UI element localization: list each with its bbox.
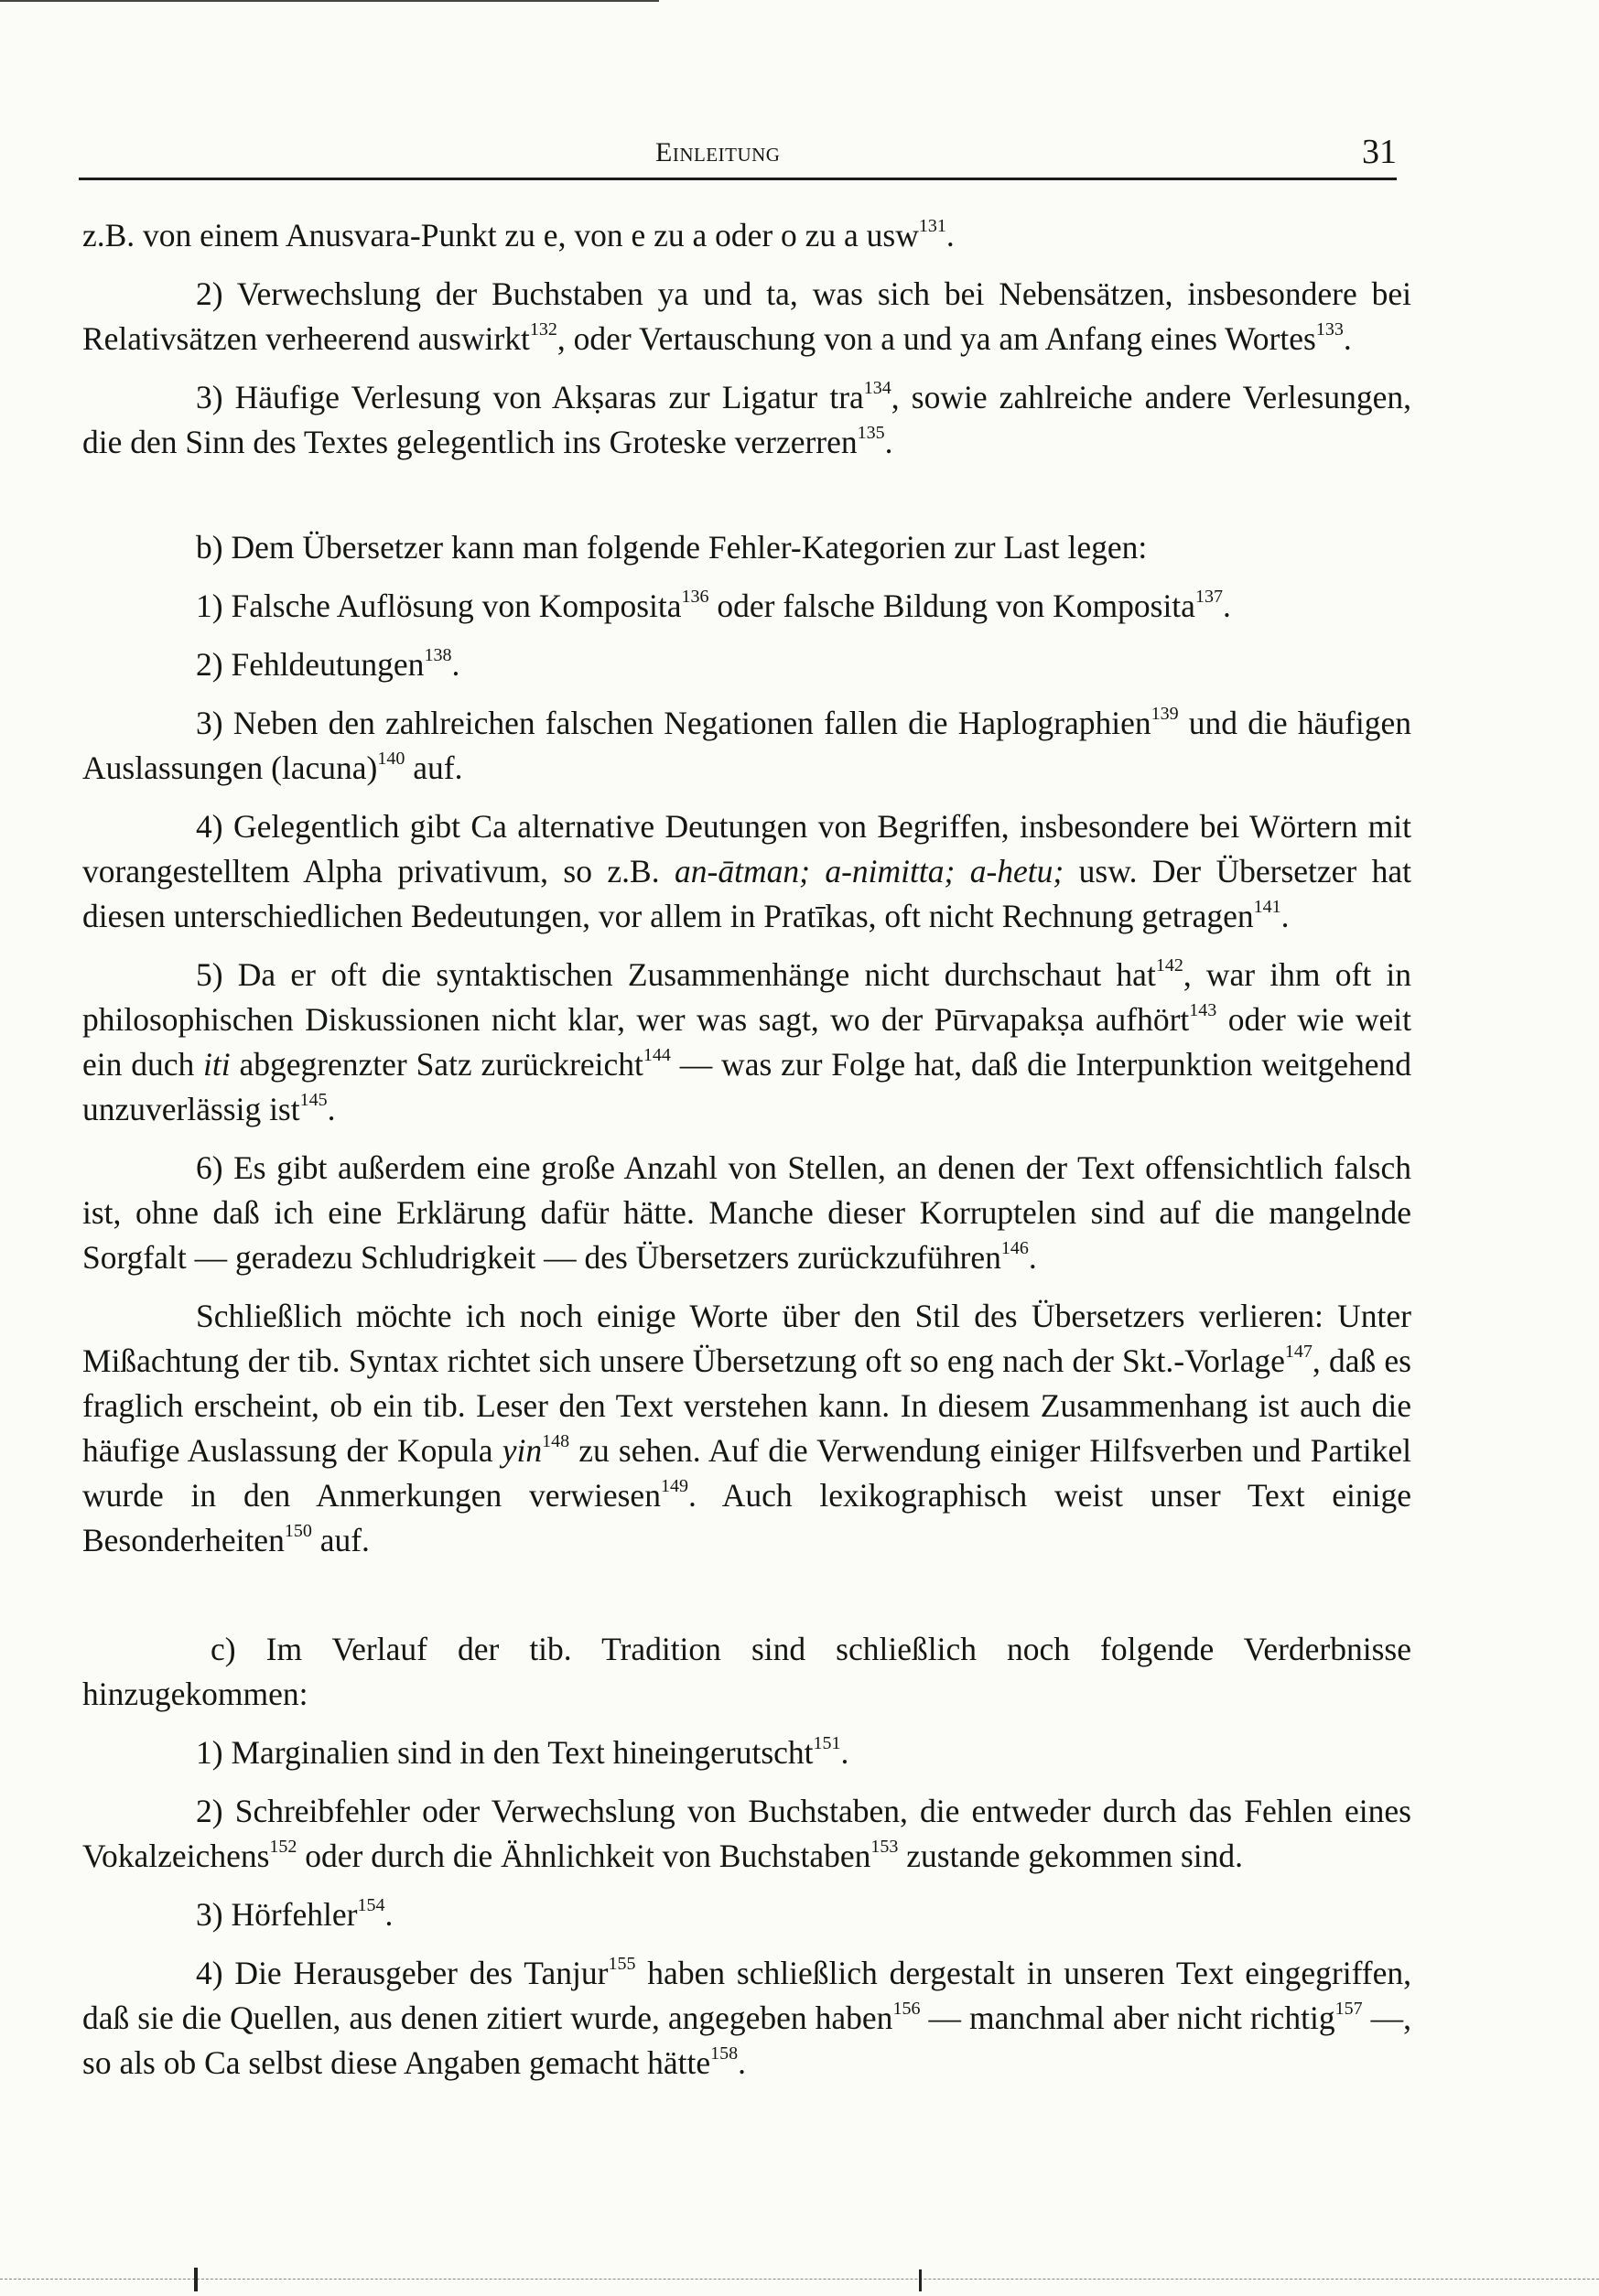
footnote-ref: 154: [357, 1895, 385, 1915]
paragraph: 3) Neben den zahlreichen falschen Negationen fallen die Haplographien$^{139}$ und die häufigen Auslassungen (lacuna)$^{140}$ auf.: [82, 704, 1411, 786]
footnote-ref: 140: [377, 749, 405, 769]
footnote-ref: 158: [710, 2043, 739, 2064]
footnote-ref: 146: [1000, 1238, 1029, 1258]
footnote-ref: 151: [813, 1733, 841, 1753]
paragraph: 1) Falsche Auflösung von Komposita$^{136}$ oder falsche Bildung von Komposita$^{137}$.: [196, 587, 1231, 624]
paragraph: 6) Es gibt außerdem eine große Anzahl von Stellen, an denen der Text offensichtlich falsch ist, ohne daß ich eine Erklärung dafür hätte. Manche dieser Korruptelen sind auf die mangelnde Sorgfalt — geradezu Schludrigkeit — des Übersetzers zurückzuführen$^{146}$.: [82, 1149, 1411, 1276]
page-body: [82, 213, 1411, 2099]
footnote-ref: 136: [681, 587, 709, 607]
running-head: Einleitung: [655, 137, 781, 167]
footnote-ref: 131: [918, 216, 946, 236]
footnote-ref: 141: [1253, 897, 1281, 917]
header-rule: [79, 178, 1397, 180]
footnote-ref: 149: [660, 1476, 688, 1496]
paragraph: 1) Marginalien sind in den Text hineingerutscht$^{151}$.: [196, 1733, 849, 1771]
section-heading-b: b) Dem Übersetzer kann man folgende Fehler-Kategorien zur Last legen:: [196, 529, 1148, 566]
footnote-ref: 153: [870, 1837, 899, 1857]
footnote-ref: 143: [1189, 1000, 1217, 1020]
footnote-ref: 157: [1334, 1999, 1363, 2019]
paragraph: 2) Schreibfehler oder Verwechslung von Buchstaben, die entweder durch das Fehlen eines Vokalzeichens$^{152}$ oder durch die Ähnlichkeit von Buchstaben$^{153}$ zustande gekommen sind.: [82, 1793, 1411, 1874]
footnote-ref: 139: [1151, 704, 1179, 724]
footnote-ref: 133: [1315, 319, 1344, 340]
crop-mark: [919, 2269, 922, 2291]
paragraph: 2) Verwechslung der Buchstaben ya und ta, was sich bei Nebensätzen, insbesondere bei Relativsätzen verheerend auswirkt$^{132}$, oder Vertauschung von a und ya am Anfang eines Wortes$^{133}$.: [82, 275, 1411, 357]
paragraph: Schließlich möchte ich noch einige Worte über den Stil des Übersetzers verlieren: Unter Mißachtung der tib. Syntax richtet sich unsere Übersetzung oft so eng nach der Skt.-Vorlage$^{147}$, daß es fraglich erscheint, ob ein tib. Leser den Text verstehen kann. In diesem Zusammenhang ist auch die häufige Auslassung der Kopula yin$^{148}$ zu sehen. Auf die Verwendung einiger Hilfsverben und Partikel wurde in den Anmerkungen verwiesen$^{149}$. Auch lexikographisch weist unser Text einige Besonderheiten$^{150}$ auf.: [82, 1298, 1411, 1558]
footnote-ref: 132: [529, 319, 557, 340]
footnote-ref: 155: [608, 1954, 636, 1974]
footnote-ref: 138: [424, 645, 452, 665]
paragraph: 2) Fehldeutungen$^{138}$.: [196, 645, 460, 683]
paragraph: 4) Die Herausgeber des Tanjur$^{155}$ haben schließlich dergestalt in unseren Text eingegriffen, daß sie die Quellen, aus denen zitiert wurde, angegeben haben$^{156}$ — manchmal aber nicht richtig$^{157}$ —, so als ob Ca selbst diese Angaben gemacht hätte$^{158}$.: [82, 1954, 1411, 2081]
page-header: [79, 128, 1397, 183]
footnote-ref: 147: [1284, 1342, 1313, 1362]
page-number: 31: [1362, 133, 1397, 171]
scan-edge-line: [0, 0, 659, 2]
footnote-ref: 148: [542, 1431, 570, 1451]
footnote-ref: 134: [863, 378, 891, 398]
footnote-ref: 150: [284, 1521, 312, 1541]
footnote-ref: 156: [892, 1999, 921, 2019]
footnote-ref: 142: [1155, 955, 1183, 976]
footnote-ref: 152: [269, 1837, 297, 1857]
footnote-ref: 137: [1194, 587, 1223, 607]
paragraph: 4) Gelegentlich gibt Ca alternative Deutungen von Begriffen, insbesondere bei Wörtern mit vorangestelltem Alpha privativum, so z.B. an-ātman; a-nimitta; a-hetu; usw. Der Übersetzer hat diesen unterschiedlichen Bedeutungen, vor allem in Pratīkas, oft nicht Rechnung getragen$^{141}$.: [82, 808, 1412, 934]
paragraph: z.B. von einem Anusvara-Punkt zu e, von e zu a oder o zu a usw$^{131}$.: [82, 216, 955, 253]
footnote-ref: 144: [643, 1045, 671, 1065]
paragraph: 5) Da er oft die syntaktischen Zusammenhänge nicht durchschaut hat$^{142}$, war ihm oft in philosophischen Diskussionen nicht klar, wer was sagt, wo der Pūrvapakṣa aufhört$^{143}$ oder wie weit ein duch iti abgegrenzter Satz zurückreicht$^{144}$ — was zur Folge hat, daß die Interpunktion weitgehend unzuverlässig ist$^{145}$.: [82, 955, 1411, 1127]
section-heading-c: c) Im Verlauf der tib. Tradition sind schließlich noch folgende Verderbnisse hinzugekommen:: [82, 1631, 1411, 1712]
footnote-ref: 145: [299, 1090, 328, 1110]
crop-mark: [194, 2268, 198, 2291]
footnote-ref: 135: [857, 423, 885, 443]
paragraph: 3) Hörfehler$^{154}$.: [196, 1895, 394, 1933]
scan-bottom-edge: [0, 2279, 1599, 2280]
paragraph: 3) Häufige Verlesung von Akṣaras zur Ligatur tra$^{134}$, sowie zahlreiche andere Verlesungen, die den Sinn des Textes gelegentlich ins Groteske verzerren$^{135}$.: [82, 378, 1411, 460]
